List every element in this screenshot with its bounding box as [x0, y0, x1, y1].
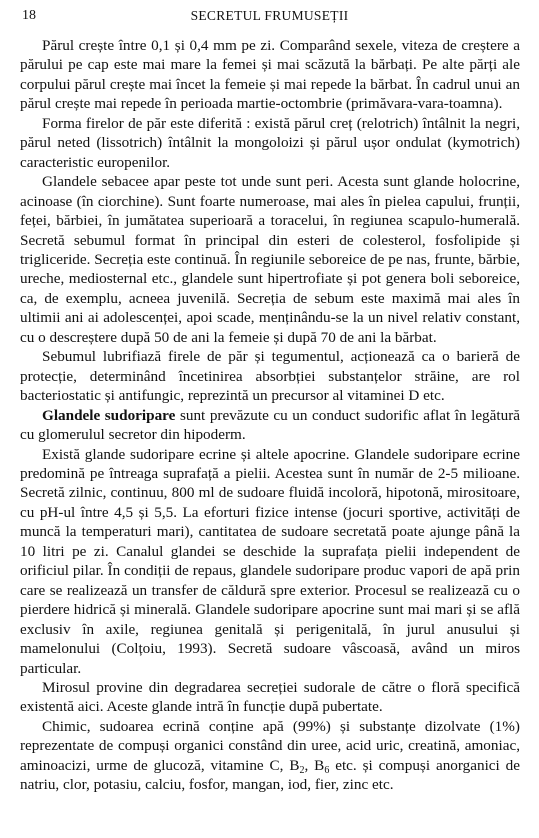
paragraph-sweat-glands: [20, 406, 520, 445]
running-title: SECRETUL FRUMUSEȚII: [190, 8, 349, 23]
paragraph-eccrine-apocrine: Există glande sudoripare ecrine și altele apocrine. Glandele sudoripare ecrine predomină pe întreaga suprafață a pielii. Acestea sunt în număr de 2-5 milioane. Secretă zilnic, continuu, 800 ml de sudoare fluidă incoloră, hipotonă, mirositoare, cu pH-ul între 4,5 și 5,5. La eforturi fizice intense (jocuri sportive, activități de muncă la temperaturi mari), cantitatea de sudoare secretată poate ajunge până la 10 litri pe zi. Canalul glandei se deschide la suprafața pielii independent de orificiul pilar. În condiții de repaus, glandele sudoripare produc vapori de apă prin care se realizează un transfer de căldură spre exterior. Procesul se realizează cu o pierdere hidrică și minerală. Glandele sudoripare apocrine sunt mai mari și se află exclusiv în axile, regiunea genitală și perigenitală, în jurul anusului și mamelonului (Colțoiu, 1993). Secretă sudoare vâscoasă, având un miros particular.: [20, 445, 520, 677]
page-header: [0, 6, 539, 28]
paragraph-text: etc. și compuși anorganici de natriu, clor, potasiu, calciu, fosfor, mangan, iod, fier, zinc etc.: [20, 756, 520, 794]
paragraph-text: , B: [304, 756, 325, 774]
page-number: 18: [22, 8, 36, 23]
paragraph-chemistry: [20, 717, 520, 795]
paragraph-sebaceous-glands: Glandele sebacee apar peste tot unde sunt peri. Acesta sunt glande holocrine, acinoase (în ciorchine). Sunt foarte numeroase, mai ales în pielea capului, frunții, feței, bărbiei, în jumătatea superioară a toracelui, în regiunea scapulo-humerală. Secretă sebumul format în principal din esteri de colesterol, fosfolipide și trigliceride. Secreția este continuă. În regiunile seboreice de pe nas, frunte, bărbie, ureche, mediosternal etc., glandele sunt hipertrofiate și pot genera boli seboreice, ca, de exemplu, acneea juvenilă. Secreția de sebum este maximă mai ales în ultimii ani ai adolescenței, apoi scade, menținându-se la un nivel relativ constant, cu o descreștere după 50 de ani la femeie și după 70 de ani la bărbat.: [20, 173, 520, 346]
paragraph-text: sunt prevăzute cu un conduct sudorific aflat în legătură cu glomerulul secretor din hipoderm.: [20, 406, 521, 444]
paragraph-hair-shape: Forma firelor de păr este diferită : există părul creț (relotrich) întâlnit la negri, părul neted (lissotrich) întâlnit la mongoloizi și părul ușor ondulat (kymotrich) caracteristic europenilor.: [20, 114, 520, 171]
paragraph-odor: Mirosul provine din degradarea secreției sudorale de către o floră specifică existentă aici. Aceste glande intră în funcție după pubertate.: [20, 678, 520, 716]
subscript: 2: [299, 764, 305, 776]
paragraph-text: Chimic, sudoarea ecrină conține apă (99%) și substanțe dizolvate (1%) reprezentate de compuși organici constând din uree, acid uric, creatină, amoniac, aminoacizi, urme de glucoză, vitamine C, B: [20, 717, 520, 774]
body-text: [20, 36, 520, 795]
paragraph-sebum-role: Sebumul lubrifiază firele de păr și tegumentul, acționează ca o barieră de protecție, determinând încetinirea absorbției substanțelor străine, are rol bacteriostatic și antifungic, reprezintă un precursor al vitaminei D etc.: [20, 348, 520, 405]
paragraph-hair-growth: Părul crește între 0,1 și 0,4 mm pe zi. Comparând sexele, viteza de creștere a părului pe cap este mai mare la femei și mai scăzută la bărbați. Pe alte părți ale corpului părul crește mai încet la femeie și mai repede la bărbat. În cadrul unui an părul crește mai repede în perioada martie-octombrie (primăvara-vara-toamna).: [20, 37, 520, 113]
subscript: 6: [324, 764, 330, 776]
section-lead-sweat-glands: Glandele sudoripare: [42, 406, 176, 424]
